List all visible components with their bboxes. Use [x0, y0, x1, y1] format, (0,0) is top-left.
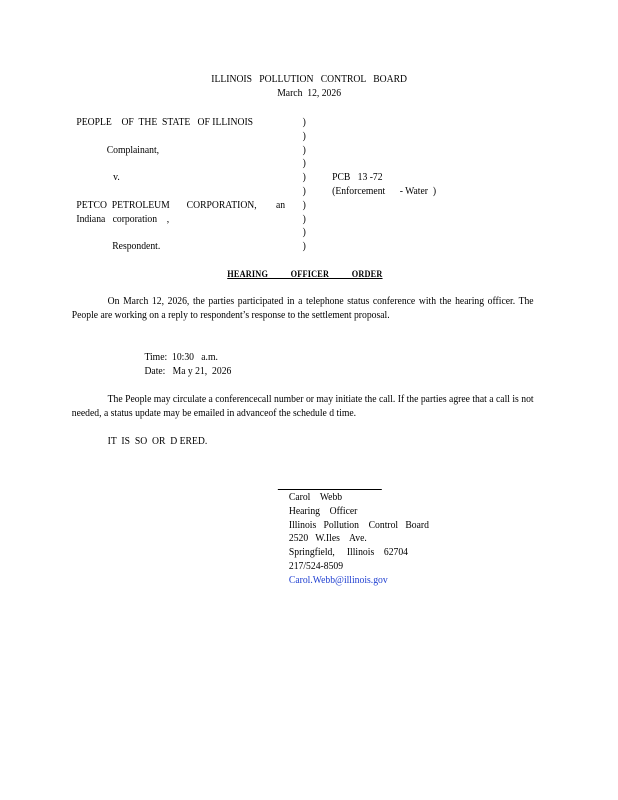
signature-phone: 217/524-8509	[288, 561, 344, 572]
status-paragraph	[72, 295, 534, 322]
caption-bracket: )	[302, 117, 306, 128]
conference-paragraph-text: The People may circulate a conferencecall number or may initiate the call. If the parties agree that a call is not needed, a status update may be emailed in advanceof the schedule d time.	[71, 394, 534, 419]
caption-bracket: )	[302, 214, 306, 225]
hearing-date: Date: Ma y 21, 2026	[144, 366, 232, 377]
respondent-label: Respondent.	[112, 241, 161, 252]
complainant-name: PEOPLE OF THE STATE OF ILLINOIS	[76, 117, 254, 128]
caption-bracket: )	[302, 172, 306, 183]
status-paragraph-text: On March 12, 2026, the parties participated in a telephone status conference with the hearing officer. The People are working on a reply to respondent’s response to the settlement proposal.	[71, 296, 534, 321]
versus-label: v.	[113, 172, 120, 183]
complainant-label: Complainant,	[106, 145, 160, 156]
board-title: ILLINOIS POLLUTION CONTROL BOARD	[211, 74, 408, 85]
signature-address-line1: 2520 W.Iles Ave.	[288, 533, 367, 544]
signature-address-line2: Springfield, Illinois 62704	[288, 547, 409, 558]
closing-line: IT IS SO OR D ERED.	[107, 436, 208, 447]
signature-name: Carol Webb	[288, 492, 343, 503]
caption-bracket: )	[302, 200, 306, 211]
respondent-name-continued: Indiana corporation ,	[76, 214, 170, 225]
signature-title: Hearing Officer	[288, 506, 358, 517]
caption-bracket: )	[302, 158, 306, 169]
caption-bracket: )	[302, 186, 306, 197]
caption-bracket: )	[302, 241, 306, 252]
signature-line	[278, 489, 382, 490]
case-type: (Enforcement - Water )	[332, 186, 437, 197]
conference-paragraph	[72, 393, 534, 420]
signature-org: Illinois Pollution Control Board	[288, 520, 429, 531]
case-number: PCB 13 -72	[332, 172, 383, 183]
order-title: HEARING OFFICER ORDER	[227, 269, 383, 279]
caption-bracket: )	[302, 145, 306, 156]
hearing-time: Time: 10:30 a.m.	[144, 352, 218, 363]
caption-bracket: )	[302, 131, 306, 142]
respondent-name: PETCO PETROLEUM CORPORATION, an	[76, 200, 286, 211]
order-date: March 12, 2026	[277, 88, 342, 99]
caption-bracket: )	[302, 227, 306, 238]
signature-email-link[interactable]: Carol.Webb@illinois.gov	[288, 575, 388, 586]
